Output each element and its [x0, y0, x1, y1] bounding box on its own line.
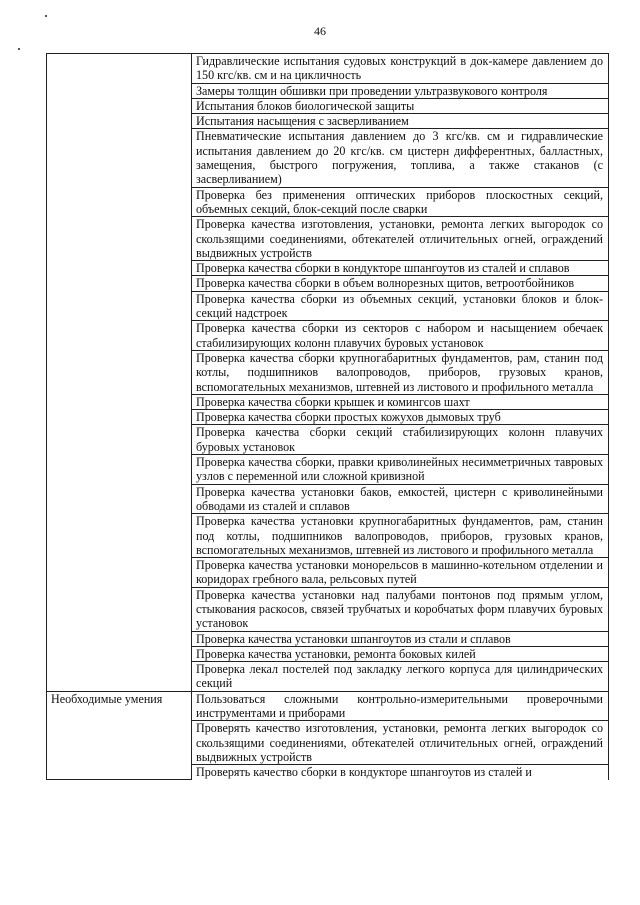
- requirement-text: Проверка качества сборки простых кожухов дымовых труб: [192, 410, 609, 425]
- requirement-text: Испытания блоков биологической защиты: [192, 98, 609, 113]
- requirement-text: Проверка качества установки монорельсов в машинно-котельном отделении и коридорах гребного вала, рельсовых путей: [192, 558, 609, 588]
- requirement-text: Проверка лекал постелей под закладку легкого корпуса для цилиндрических секций: [192, 662, 609, 692]
- section-label: [47, 54, 192, 692]
- requirement-text: Испытания насыщения с засверливанием: [192, 114, 609, 129]
- requirement-text: Проверка качества сборки в кондукторе шпангоутов из сталей и сплавов: [192, 261, 609, 276]
- requirement-text: Гидравлические испытания судовых конструкций в док-камере давлением до 150 кгс/кв. см и на цикличность: [192, 54, 609, 84]
- requirement-text: Проверять качество изготовления, установки, ремонта легких выгородок со скользящими соединениями, обтекателей отличительных огней, ограждений выдвижных устройств: [192, 721, 609, 765]
- requirement-text: Проверять качество сборки в кондукторе шпангоутов из сталей и: [192, 765, 609, 780]
- requirement-text: Пневматические испытания давлением до 3 кгс/кв. см и гидравлические испытания давлением до 20 кгс/кв. см цистерн дифферентных, балластных, замещения, быстрого погружения, топлива, а также стаканов (с засверливанием): [192, 129, 609, 187]
- table-body: [47, 54, 609, 780]
- requirement-text: Проверка качества сборки, правки криволинейных несимметричных тавровых узлов с переменной или сложной кривизной: [192, 455, 609, 485]
- scan-mark: [18, 48, 20, 50]
- table-row: [47, 54, 609, 84]
- requirement-text: Проверка качества сборки в объем волнорезных щитов, ветроотбойников: [192, 276, 609, 291]
- requirements-table: [46, 53, 609, 780]
- requirement-text: Проверка качества сборки секций стабилизирующих колонн плавучих буровых установок: [192, 425, 609, 455]
- requirement-text: Проверка качества установки баков, емкостей, цистерн с криволинейными обводами из сталей и сплавов: [192, 484, 609, 514]
- requirement-text: Проверка качества сборки из объемных секций, установки блоков и блок-секций надстроек: [192, 291, 609, 321]
- requirement-text: Проверка качества установки, ремонта боковых килей: [192, 646, 609, 661]
- requirement-text: Проверка качества сборки крупногабаритных фундаментов, рам, станин под котлы, подшипников валопроводов, приборов, грузовых кранов, вспомогательных механизмов, штевней из листового и профильного металла: [192, 350, 609, 394]
- requirement-text: Проверка качества установки крупногабаритных фундаментов, рам, станин под котлы, подшипников валопроводов, приборов, грузовых кранов, вспомогательных механизмов, штевней из листового и профильного металла: [192, 514, 609, 558]
- requirement-text: Замеры толщин обшивки при проведении ультразвукового контроля: [192, 83, 609, 98]
- page-number: 46: [314, 24, 326, 38]
- requirement-text: Проверка качества сборки крышек и комингсов шахт: [192, 394, 609, 409]
- requirement-text: Проверка качества изготовления, установки, ремонта легких выгородок со скользящими соединениями, обтекателей отличительных огней, ограждений выдвижных устройств: [192, 217, 609, 261]
- requirement-text: Пользоваться сложными контрольно-измерительными проверочными инструментами и приборами: [192, 691, 609, 721]
- section-label: Необходимые умения: [47, 691, 192, 779]
- scan-mark: [45, 15, 47, 17]
- requirement-text: Проверка качества установки над палубами понтонов под прямым углом, стыкования раскосов, связей трубчатых и коробчатых форм плавучих буровых установок: [192, 587, 609, 631]
- requirement-text: Проверка качества установки шпангоутов из стали и сплавов: [192, 631, 609, 646]
- requirement-text: Проверка без применения оптических приборов плоскостных секций, объемных секций, блок-секций после сварки: [192, 187, 609, 217]
- table-row: [47, 691, 609, 721]
- requirement-text: Проверка качества сборки из секторов с набором и насыщением обечаек стабилизирующих колонн плавучих буровых установок: [192, 321, 609, 351]
